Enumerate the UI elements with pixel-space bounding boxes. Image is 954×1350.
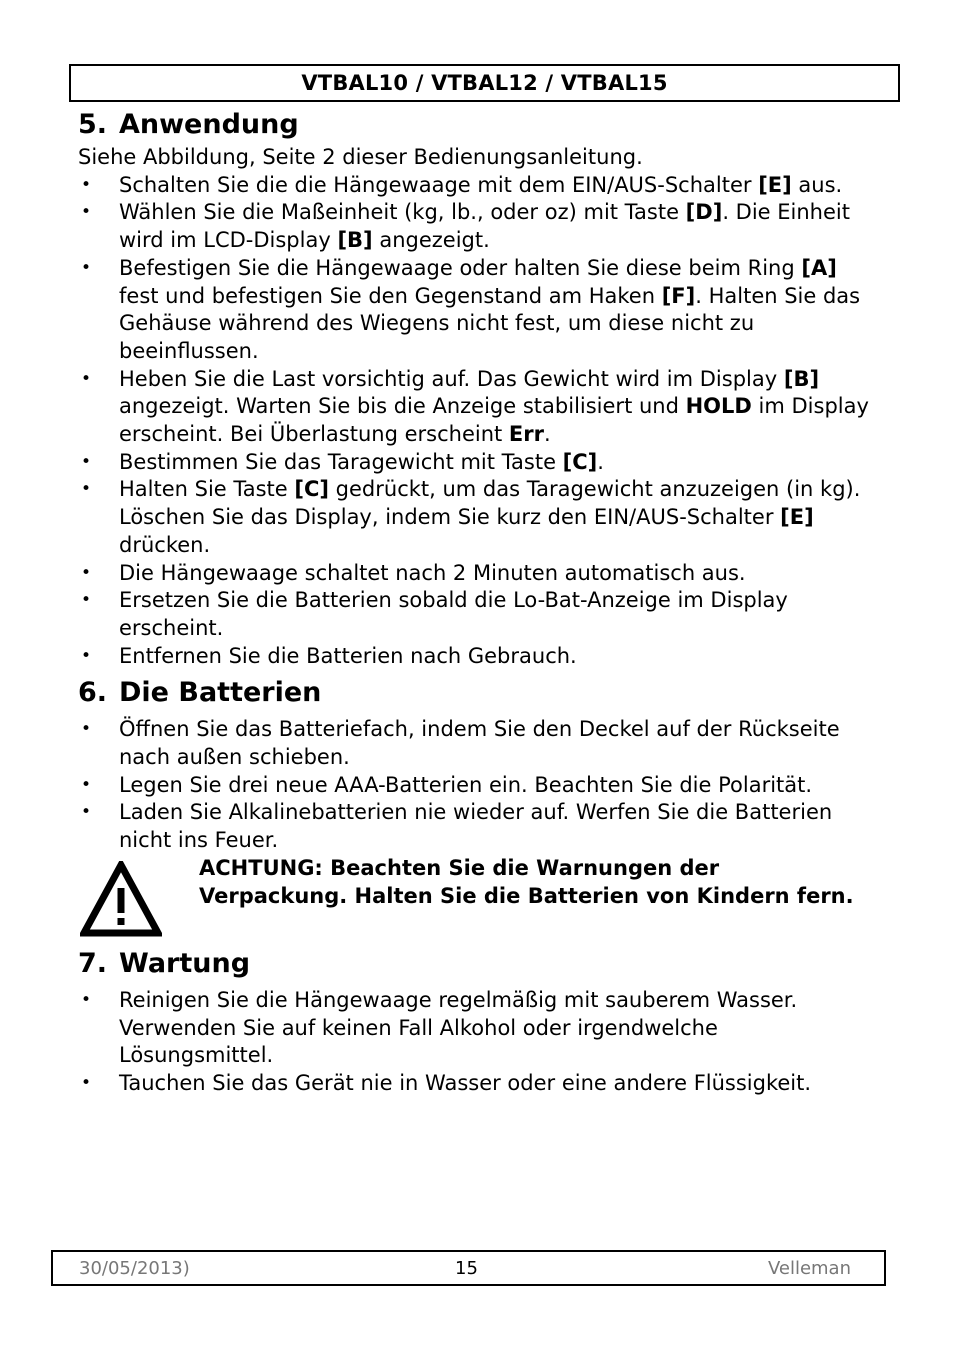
bold-text: HOLD: [685, 394, 752, 419]
list-item: [78, 449, 878, 477]
warning-text: ACHTUNG: Beachten Sie die Warnungen der Verpackung. Halten Sie die Batterien von Kindern fern.: [199, 855, 854, 908]
list-item-text: Schalten Sie die die Hängewaage mit dem EIN/AUS-Schalter: [119, 172, 759, 197]
list-item-text: Ersetzen Sie die Batterien sobald die Lo-Bat-Anzeige im Display erscheint.: [119, 588, 788, 640]
warning-triangle-icon: [80, 861, 162, 937]
section-heading: [78, 945, 878, 983]
bold-text: [C]: [562, 449, 598, 474]
section-heading: [78, 106, 878, 144]
section-wartung: [78, 945, 878, 1098]
bold-text: [B]: [337, 228, 373, 253]
list-item: [78, 716, 878, 771]
list-item-text: Laden Sie Alkalinebatterien nie wieder auf. Werfen Sie die Batterien nicht ins Feuer.: [119, 800, 833, 853]
list-item-text: drücken.: [119, 532, 211, 557]
list-item: [78, 255, 878, 366]
section-number: 6.: [78, 677, 108, 709]
section-anwendung: [78, 106, 878, 670]
bold-text: [B]: [783, 366, 820, 391]
list-item: [78, 799, 878, 854]
section-title: Wartung: [119, 947, 251, 979]
list-item-text: Heben Sie die Last vorsichtig auf. Das Gewicht wird im Display: [119, 366, 784, 391]
list-item-text: Entfernen Sie die Batterien nach Gebrauch.: [119, 643, 577, 668]
list-item-text: aus.: [791, 172, 843, 197]
list-item-text: Reinigen Sie die Hängewaage regelmäßig mit sauberem Wasser. Verwenden Sie auf keinen Fall Alkohol oder irgendwelche Lösungsmittel.: [119, 987, 798, 1068]
list-item: [78, 643, 878, 671]
footer-date: 30/05/2013): [79, 1258, 190, 1279]
list-item: [78, 199, 878, 254]
list-item-text: . Die Einheit wird im LCD-Display: [119, 200, 850, 253]
section-intro: Siehe Abbildung, Seite 2 dieser Bedienungsanleitung.: [78, 145, 643, 169]
list-item: [78, 987, 878, 1070]
bullet-list: [78, 716, 878, 855]
bold-text: [A]: [801, 255, 837, 280]
bullet-list: [78, 987, 878, 1098]
list-item: [78, 772, 878, 800]
section-heading: [78, 674, 878, 712]
list-item-text: angezeigt.: [372, 228, 490, 253]
document-header: [69, 64, 900, 102]
page-content: [78, 104, 878, 1098]
list-item: [78, 476, 878, 559]
bullet-list: [78, 172, 878, 671]
list-item-text: Legen Sie drei neue AAA-Batterien ein. Beachten Sie die Polarität.: [119, 772, 813, 797]
list-item-text: Tauchen Sie das Gerät nie in Wasser oder eine andere Flüssigkeit.: [119, 1070, 812, 1095]
list-item-text: fest und befestigen Sie den Gegenstand am Haken: [119, 283, 662, 308]
footer-brand: Velleman: [767, 1258, 851, 1279]
model-title: VTBAL10 / VTBAL12 / VTBAL15: [301, 71, 668, 95]
section-batterien: [78, 674, 878, 937]
list-item-text: .: [543, 422, 551, 447]
section-number: 7.: [78, 947, 108, 979]
bold-text: [E]: [780, 505, 814, 530]
list-item-text: Bestimmen Sie das Taragewicht mit Taste: [119, 449, 563, 474]
list-item-text: . Halten Sie das Gehäuse während des Wiegens nicht fest, um diese nicht zu beeinflussen.: [119, 283, 861, 363]
list-item-text: im Display erscheint. Bei Überlastung erscheint: [119, 394, 869, 447]
list-item-text: angezeigt. Warten Sie bis die Anzeige stabilisiert und: [119, 394, 686, 419]
bold-text: [D]: [685, 200, 723, 225]
bold-text: [E]: [758, 172, 792, 197]
list-item: [78, 366, 878, 449]
list-item-text: Wählen Sie die Maßeinheit (kg, lb., oder oz) mit Taste: [119, 200, 686, 225]
list-item-text: Öffnen Sie das Batteriefach, indem Sie den Deckel auf der Rückseite nach außen schieben.: [119, 717, 840, 770]
list-item: [78, 560, 878, 588]
list-item-text: gedrückt, um das Taragewicht anzuzeigen (in kg). Löschen Sie das Display, indem Sie kurz den EIN/AUS-Schalter: [119, 477, 861, 530]
list-item-text: Halten Sie Taste: [119, 477, 295, 502]
bold-text: [F]: [661, 283, 696, 308]
bold-text: Err: [508, 422, 544, 447]
warning-notice: [78, 855, 878, 937]
list-item-text: Die Hängewaage schaltet nach 2 Minuten automatisch aus.: [119, 560, 746, 585]
list-item-text: Befestigen Sie die Hängewaage oder halten Sie diese beim Ring: [119, 255, 802, 280]
section-title: Die Batterien: [119, 677, 322, 709]
section-title: Anwendung: [119, 109, 299, 140]
bold-text: [C]: [294, 477, 329, 502]
page-number: 15: [455, 1258, 478, 1279]
section-number: 5.: [78, 109, 108, 140]
page-footer: [51, 1250, 886, 1286]
list-item-text: .: [597, 449, 604, 474]
list-item: [78, 1070, 878, 1098]
list-item: [78, 587, 878, 642]
list-item: [78, 172, 878, 200]
